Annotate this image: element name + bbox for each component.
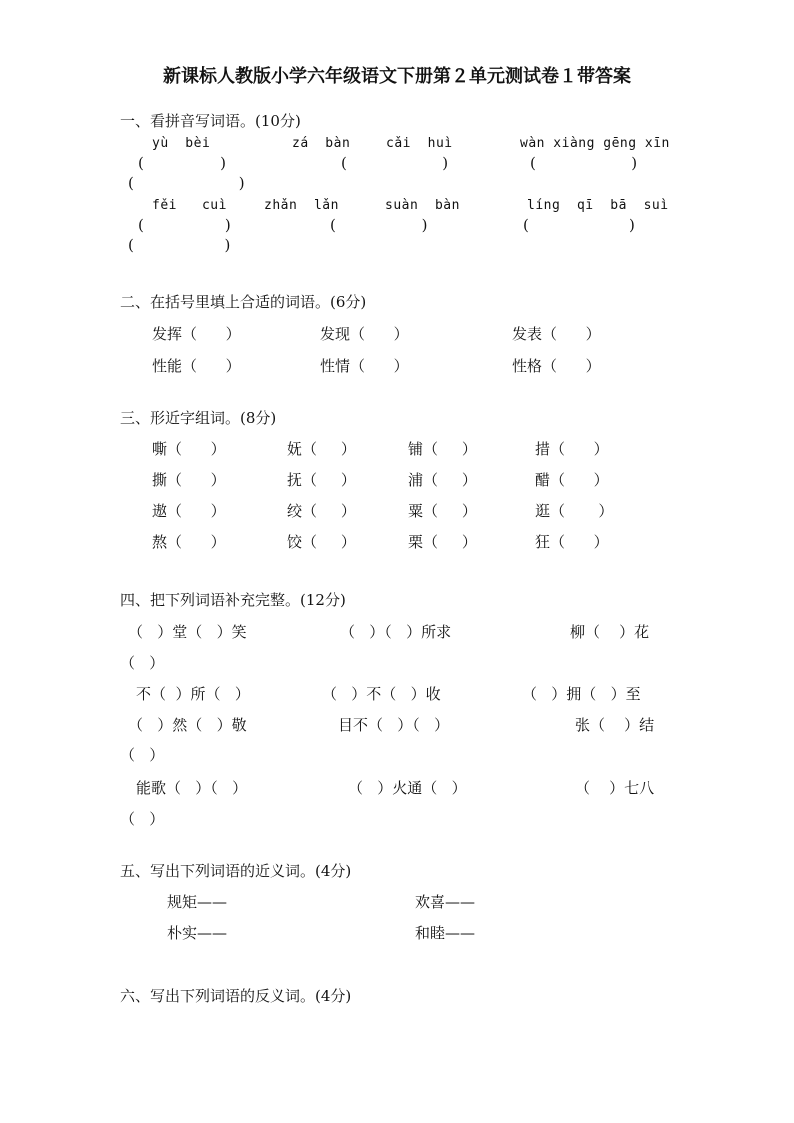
char-item[interactable]: 狂（ ） [535,533,609,551]
answer-blank[interactable]: ( ) [523,216,635,234]
idiom-item[interactable]: 柳（ ）花 [570,623,650,641]
synonym-item[interactable]: 规矩—— [167,893,228,911]
answer-blank[interactable]: ( ) [530,154,638,172]
char-item[interactable]: 抚（ ） [287,471,356,489]
synonym-item[interactable]: 和睦—— [415,924,476,942]
idiom-item[interactable]: （ ） [120,746,165,764]
synonym-item[interactable]: 朴实—— [167,924,228,942]
answer-blank[interactable]: ( ) [341,154,449,172]
pinyin-yubei: yù bèi [152,136,211,151]
pinyin-zaban: zá bàn [292,136,351,151]
pinyin-feicui: fěi cuì [152,198,227,213]
char-item[interactable]: 浦（ ） [408,471,477,489]
char-item[interactable]: 撕（ ） [152,471,226,489]
section-6-heading: 六、写出下列词语的反义词。(4分) [120,987,352,1005]
section-1-heading: 一、看拼音写词语。(10分) [120,112,301,130]
answer-blank[interactable]: ( ) [138,216,231,234]
page-title: 新课标人教版小学六年级语文下册第２单元测试卷１带答案 [163,66,631,87]
idiom-item[interactable]: 能歌（ ）（ ） [136,779,248,797]
idiom-item[interactable]: （ ） [120,810,165,828]
char-item[interactable]: 熬（ ） [152,533,226,551]
answer-blank[interactable]: ( ) [128,236,231,254]
char-item[interactable]: 醋（ ） [535,471,609,489]
idiom-item[interactable]: （ ）七八 [575,779,655,797]
idiom-item[interactable]: （ ） [120,654,165,672]
idiom-item[interactable]: （ ）（ ）所求 [340,623,452,641]
char-item[interactable]: 绞（ ） [287,502,356,520]
fill-item[interactable]: 性能（ ） [152,357,241,375]
fill-item[interactable]: 性情（ ） [320,357,409,375]
fill-item[interactable]: 性格（ ） [512,357,601,375]
char-item[interactable]: 栗（ ） [408,533,477,551]
fill-item[interactable]: 发表（ ） [512,325,601,343]
section-3-heading: 三、形近字组词。(8分) [120,409,277,427]
char-item[interactable]: 妩（ ） [287,440,356,458]
idiom-item[interactable]: 不（ ）所（ ） [136,685,250,703]
pinyin-suanban: suàn bàn [385,198,460,213]
section-4-heading: 四、把下列词语补充完整。(12分) [120,591,346,609]
char-item[interactable]: 遨（ ） [152,502,226,520]
fill-item[interactable]: 发现（ ） [320,325,409,343]
answer-blank[interactable]: ( ) [138,154,226,172]
idiom-item[interactable]: （ ）不（ ）收 [322,685,441,703]
pinyin-wanxianggengxin: wàn xiàng gēng xīn [520,136,670,151]
idiom-item[interactable]: 目不（ ）（ ） [338,716,450,734]
char-item[interactable]: 饺（ ） [287,533,356,551]
section-5-heading: 五、写出下列词语的近义词。(4分) [120,862,352,880]
char-item[interactable]: 嘶（ ） [152,440,226,458]
answer-blank[interactable]: ( ) [128,174,245,192]
idiom-item[interactable]: （ ）堂（ ）笑 [128,623,247,641]
idiom-item[interactable]: 张（ ）结 [575,716,655,734]
pinyin-zhanlan: zhǎn lǎn [264,198,339,213]
idiom-item[interactable]: （ ）火通（ ） [348,779,467,797]
pinyin-lingqibasui: líng qī bā suì [527,198,669,213]
fill-item[interactable]: 发挥（ ） [152,325,241,343]
synonym-item[interactable]: 欢喜—— [415,893,476,911]
idiom-item[interactable]: （ ）拥（ ）至 [522,685,641,703]
answer-blank[interactable]: ( ) [330,216,428,234]
char-item[interactable]: 逛（ ） [535,502,614,520]
pinyin-caihui: cǎi huì [386,136,453,151]
char-item[interactable]: 铺（ ） [408,440,477,458]
section-2-heading: 二、在括号里填上合适的词语。(6分) [120,293,367,311]
idiom-item[interactable]: （ ）然（ ）敬 [128,716,247,734]
char-item[interactable]: 粟（ ） [408,502,477,520]
char-item[interactable]: 措（ ） [535,440,609,458]
